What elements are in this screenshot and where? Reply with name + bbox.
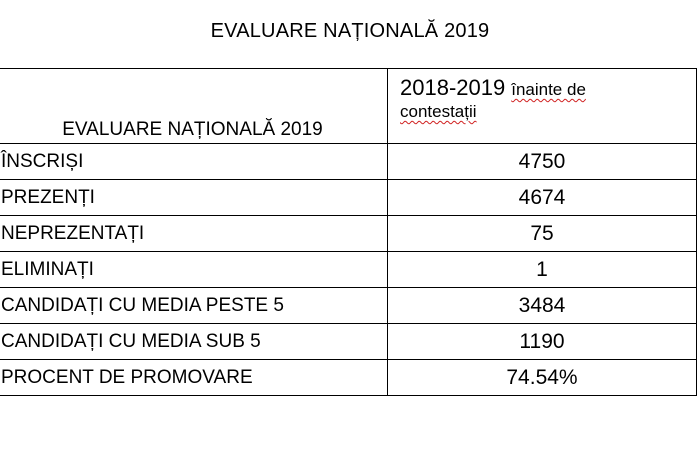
results-table (0, 68, 697, 396)
row-label: ELIMINAȚI (0, 252, 388, 288)
page-title: EVALUARE NAȚIONALĂ 2019 (210, 20, 490, 42)
row-value: 1190 (388, 324, 697, 360)
header-left-cell: EVALUARE NAȚIONALĂ 2019 (0, 69, 388, 144)
table-row (0, 180, 697, 216)
row-value: 4674 (388, 180, 697, 216)
table-row (0, 144, 697, 180)
row-label: PREZENȚI (0, 180, 388, 216)
header-note-line2: contestații (400, 102, 477, 121)
row-value: 74.54% (388, 360, 697, 396)
row-label: ÎNSCRIȘI (0, 144, 388, 180)
table-row (0, 288, 697, 324)
table-row (0, 216, 697, 252)
row-value: 1 (388, 252, 697, 288)
table-row (0, 360, 697, 396)
header-right-cell (388, 69, 697, 144)
header-note-line1: înainte de (511, 80, 586, 99)
row-label: CANDIDAȚI CU MEDIA SUB 5 (0, 324, 388, 360)
row-label: NEPREZENTAȚI (0, 216, 388, 252)
table-row (0, 252, 697, 288)
table-row (0, 324, 697, 360)
row-value: 75 (388, 216, 697, 252)
row-value: 3484 (388, 288, 697, 324)
header-period: 2018-2019 (400, 75, 506, 100)
row-label: PROCENT DE PROMOVARE (0, 360, 388, 396)
row-value: 4750 (388, 144, 697, 180)
table-header-row (0, 69, 697, 144)
row-label: CANDIDAȚI CU MEDIA PESTE 5 (0, 288, 388, 324)
